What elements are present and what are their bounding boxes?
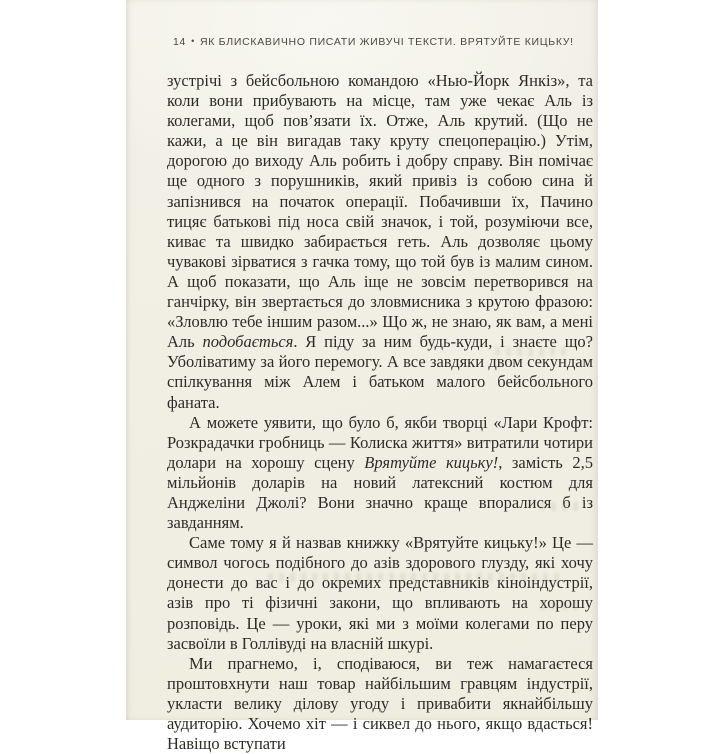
paragraph (167, 413, 593, 534)
italic-text-segment: подобається (202, 332, 294, 352)
page-number: 14 (173, 36, 187, 48)
running-header (173, 36, 574, 48)
italic-text-segment: Врятуйте кицьку! (364, 452, 499, 472)
text-segment: Ми прагнемо, і, сподіваюся, ви теж намагаєтеся проштовхнути наш товар найбільшим гравцям індустрії, укласти велику ділову угоду і привабити якнайбільшу аудиторію. Хочемо хіт — і сиквел до нього, якщо вдасться! Навіщо вступати (167, 653, 593, 754)
paragraph (167, 71, 593, 413)
text-segment: А можете уявити, що було б, якби творці «Лари Крофт: Розкрадачки гробниць — Колиска життя» витратили чотири долари на хорошу сцену (167, 412, 593, 472)
header-bullet: • (191, 36, 195, 46)
paragraph (167, 533, 593, 654)
text-segment: зустрічі з бейсбольною командою «Нью-Йорк Янкіз», та коли вони прибувають на місце, там уже чекає Аль із колегами, щоб пов’язати їх. Отже, Аль крутий. (Що не кажи, а це він вигадав таку круту спецоперацію.) Утім, дорогою до виходу Аль робить і добру справу. Він помічає ще одного з порушників, який привіз із собою сина й запізнився на початок операції. Побачивши їх, Пачино тицяє батькові під носа свій значок, і той, розуміючи все, киває та швидко забирається геть. Аль дозволяє цьому чувакові зірватися з гачка тому, що той був із малим сином. А щоб показати, що Аль іще не зовсім перетворився на ганчірку, він звертається до зловмисника з крутою фразою: «Зловлю тебе іншим разом...» Що ж, не знаю, як вам, а мені Аль (167, 71, 593, 352)
text-segment: . Я піду за ним будь-куди, і знаєте що? Уболіватиму за його перемогу. А все завдяки двом секундам спілкування між Алем і батьком малого бейсбольного фаната. (167, 332, 593, 412)
paragraph (167, 654, 593, 754)
running-title: ЯК БЛИСКАВИЧНО ПИСАТИ ЖИВУЧІ ТЕКСТИ. ВРЯТУЙТЕ КИЦЬКУ! (199, 36, 574, 48)
text-block (167, 71, 593, 754)
text-segment: Саме тому я й назвав книжку «Врятуйте кицьку!» Це — символ чогось подібного до азів здорового глузду, які хочу донести до вас і до окремих представників кіноіндустрії, азів про ті фізичні закони, що впливають на хорошу розповідь. Це — уроки, які ми з моїми колегами по перу засвоїли в Голлівуді на власній шкурі. (167, 533, 593, 653)
book-page (126, 0, 598, 754)
text-segment: , замість 2,5 мільйонів доларів на новий латексний костюм для Анджеліни Джолі? Вони значно краще впоралися б із завданням. (167, 452, 593, 533)
